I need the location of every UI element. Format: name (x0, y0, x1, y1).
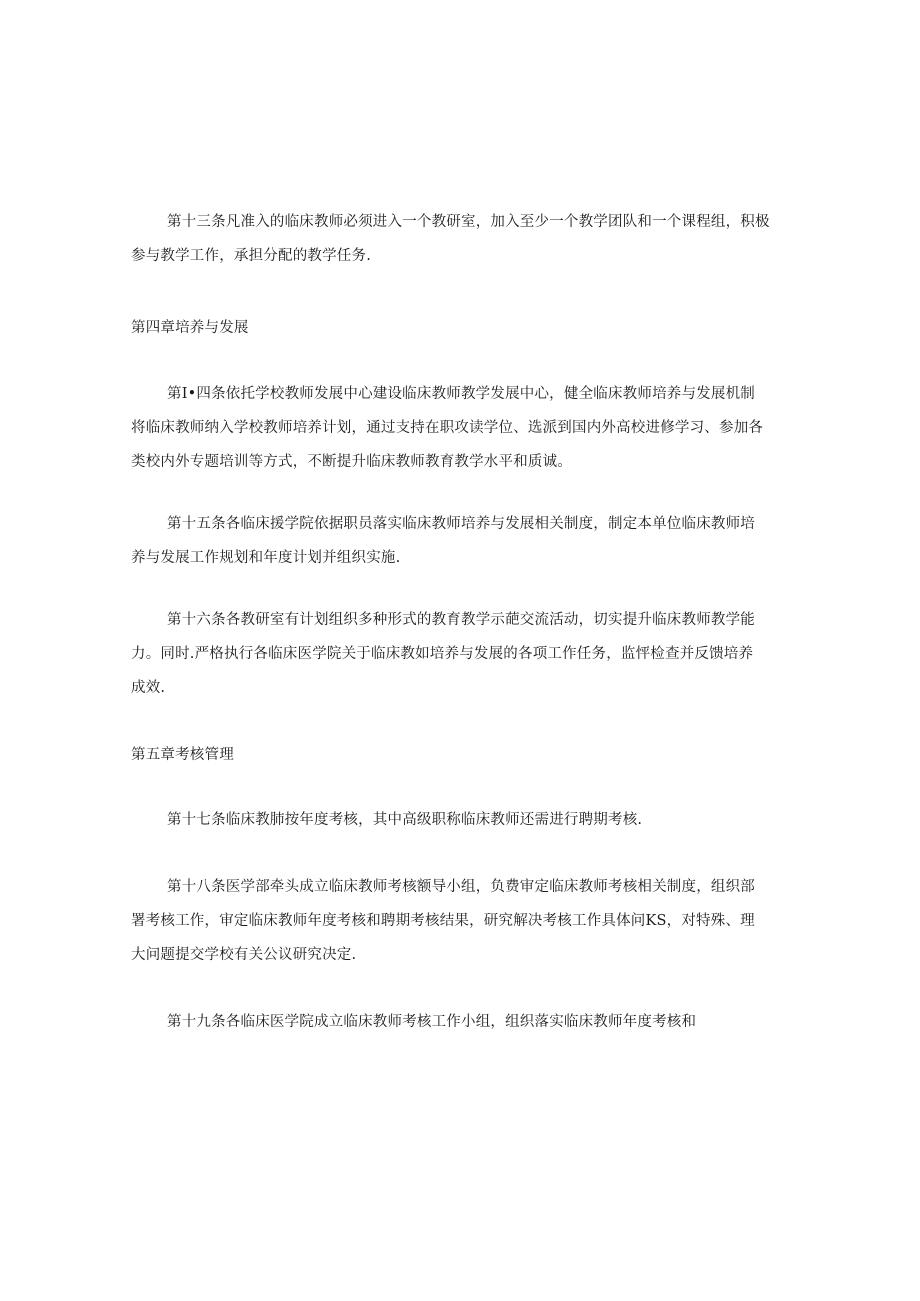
text-line: 第十五条各临床援学院依据职员落实临床教师培养与发展相关制度，制定本单位临床教师培 (167, 516, 755, 532)
article-15 (131, 507, 791, 575)
article-17 (131, 803, 791, 837)
text-line: 署考核工作，审定临床教师年度考核和聘期考核结果，研究解决考核工作具体问KS，对特殊、理 (131, 913, 755, 929)
chapter-title: 第四章培养与发展 (131, 320, 249, 336)
chapter-5-heading (131, 738, 791, 772)
text-line: 第十八条医学部牵头成立临床教师考核额导小组，负费审定临床教师考核相关制度，组织部 (167, 879, 755, 895)
text-line: 第十六条各教研室有计划组织多种形式的教育教学示葩交流活动，切实提升临床教师教学能 (167, 612, 755, 628)
article-18 (131, 870, 791, 972)
chapter-title: 第五章考核管理 (131, 747, 234, 763)
article-19 (131, 1005, 791, 1039)
text-line: 第I•四条依托学校教师发展中心建设临床教师教学发展中心，健全临床教师培养与发展机制 (167, 386, 755, 402)
text-line: 成效. (131, 680, 166, 696)
text-line: 养与发展工作规划和年度计划并组织实施. (131, 550, 401, 566)
article-13 (131, 205, 791, 273)
text-line: 力。同时.严格执行各临床医学院关于临床教如培养与发展的各项工作任务，监怦检查并反馈培养 (131, 646, 754, 662)
text-line: 参与教学工作，承担分配的教学任务. (131, 248, 372, 264)
text-line: 类校内外专题培训等方式，不断提升临床教师教育教学水平和质诚。 (131, 454, 572, 470)
text-line: 第十七条临床教肺按年度考核，其中高级职称临床教师还需进行聘期考核. (167, 812, 643, 828)
chapter-4-heading (131, 311, 791, 345)
article-14 (131, 377, 791, 479)
text-line: 将临床教师纳入学校教师培养计划，通过支持在职攻读学位、选派到国内外高校进修学习、参加各 (131, 420, 764, 436)
text-line: 大问题提交学校有关公议研究决定. (131, 947, 357, 963)
article-16 (131, 603, 791, 705)
text-line: 第十三条凡准入的临床教师必须进入一个教研室，加入至少一个教学团队和一个课程组，积极 (167, 214, 770, 230)
text-line: 第十九条各临床医学院成立临床教师考核工作小组，组织落实临床教师年度考核和 (167, 1014, 697, 1030)
